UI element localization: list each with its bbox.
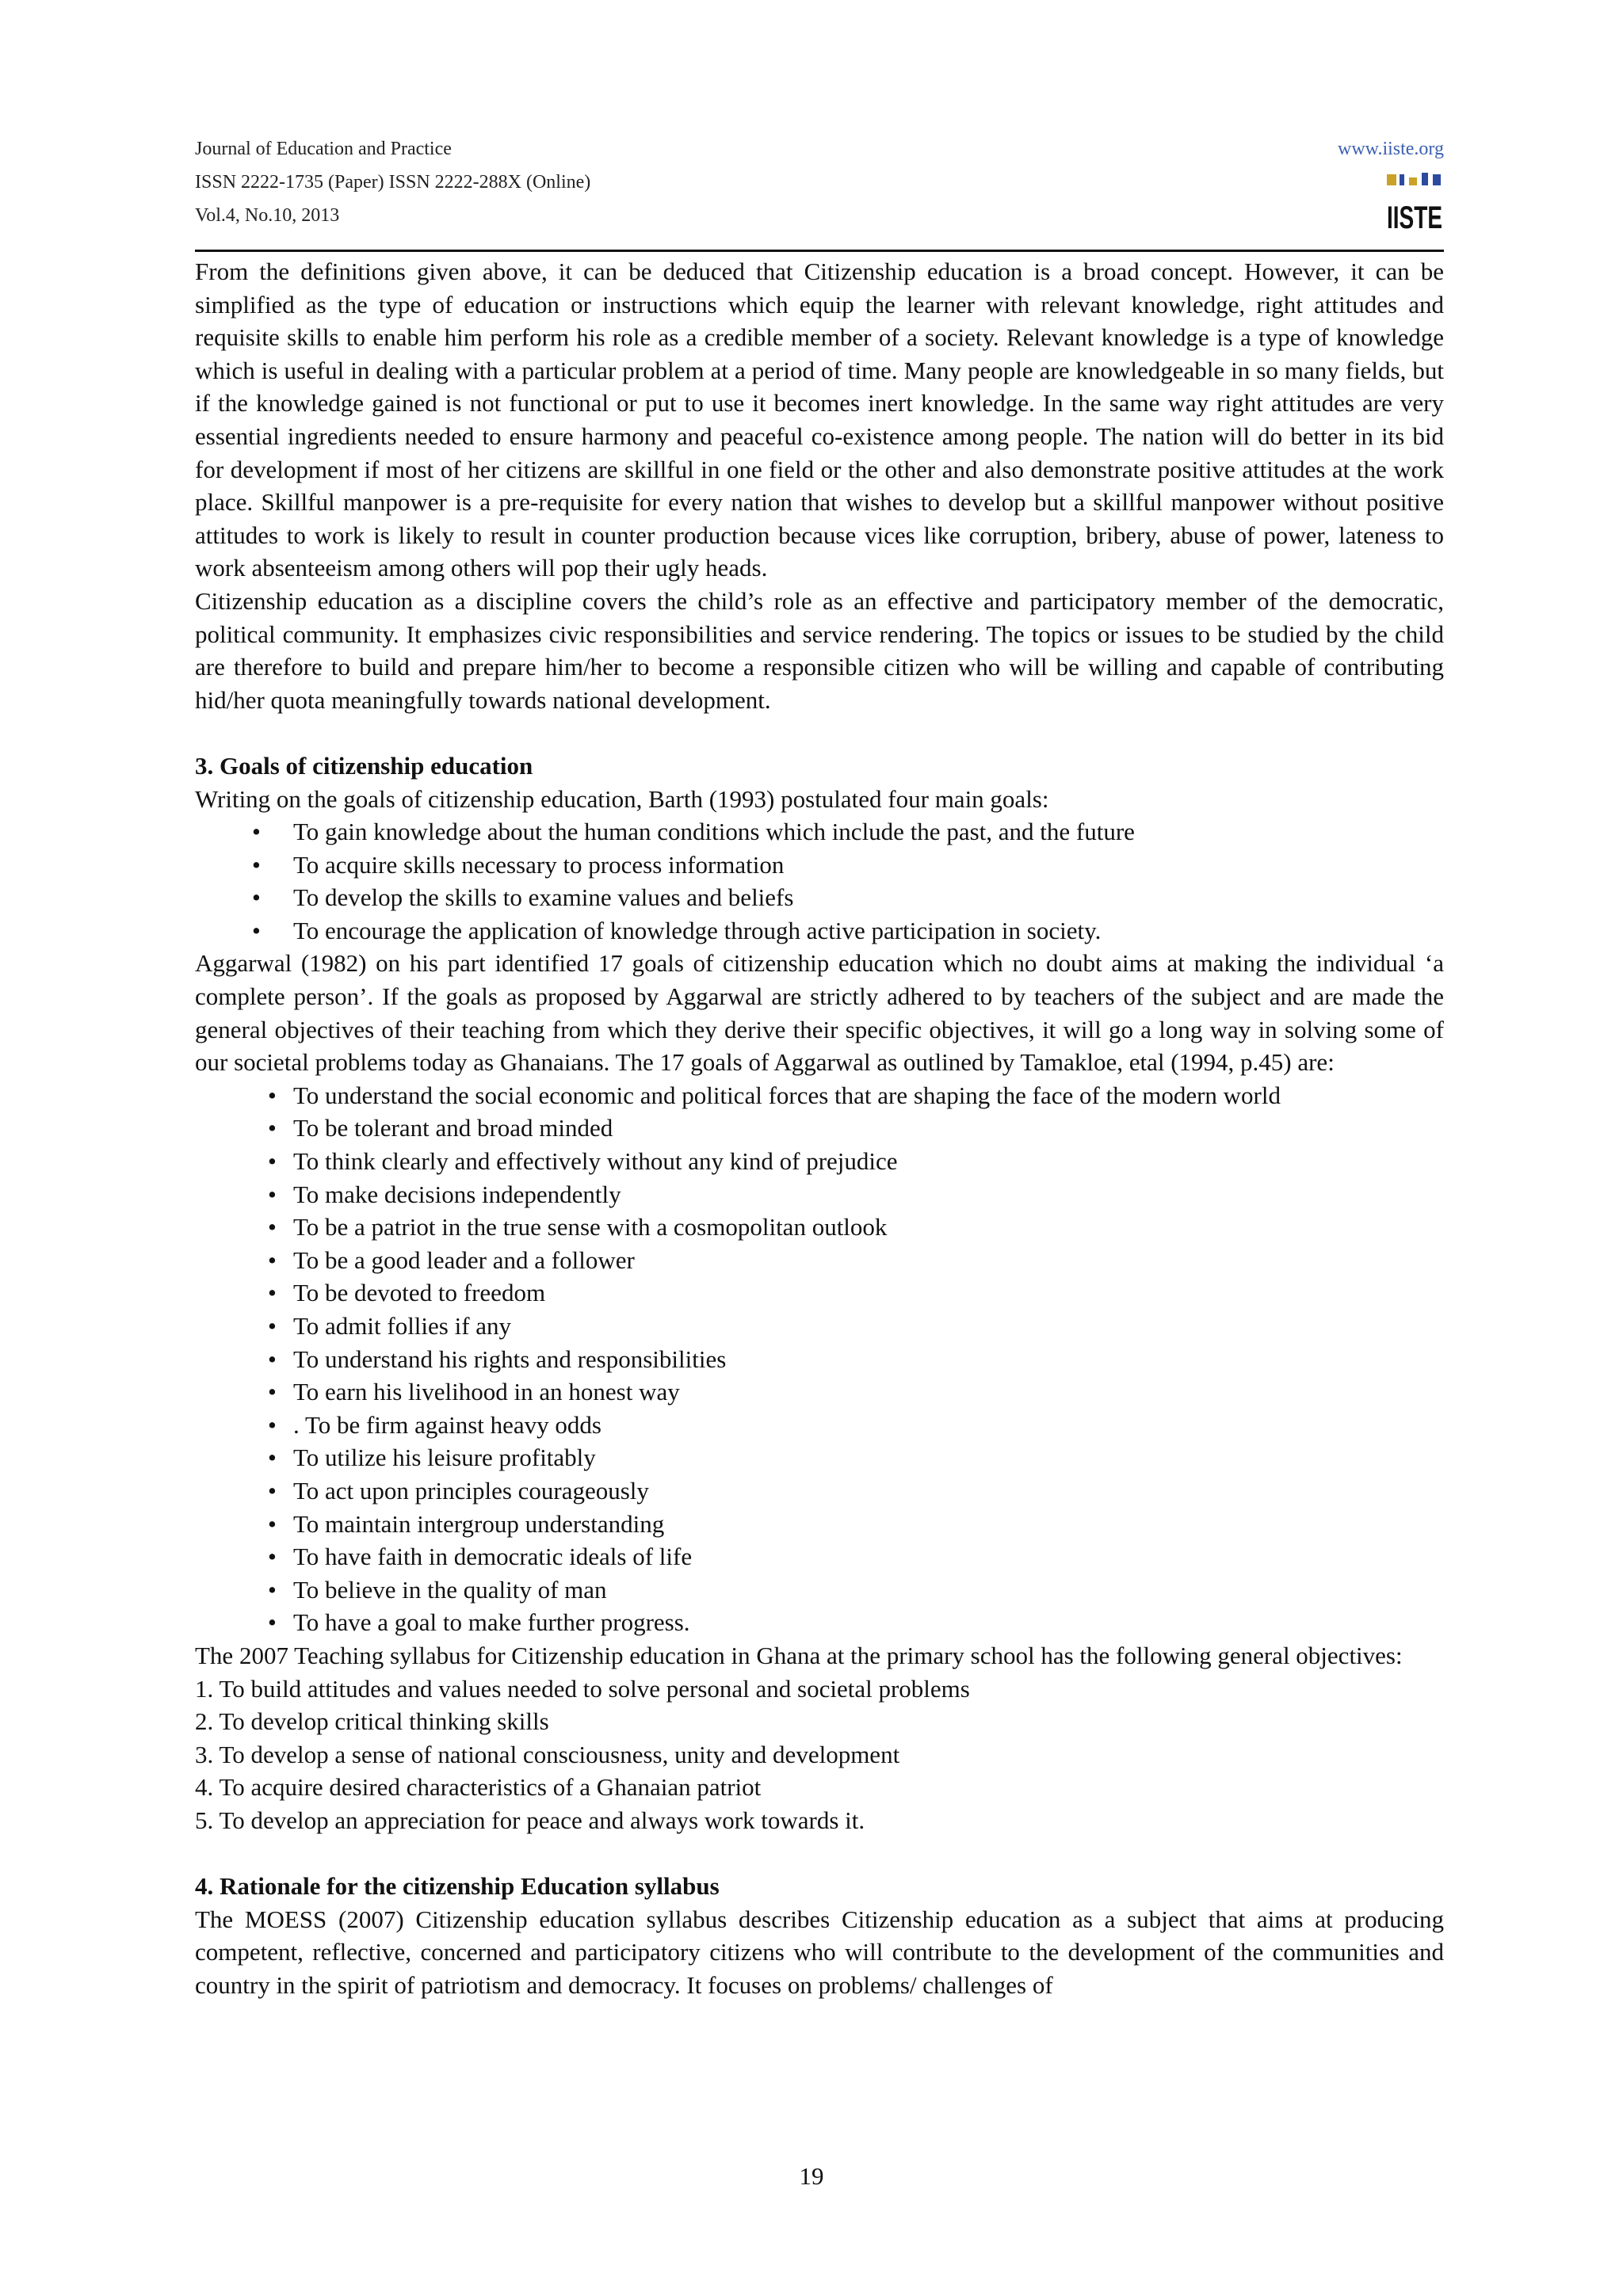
list-item: • To have a goal to make further progress. xyxy=(195,1606,1444,1639)
list-item: • To develop the skills to examine values and beliefs xyxy=(195,881,1444,914)
bullet-icon: • xyxy=(268,1444,277,1472)
list-item: • To encourage the application of knowledge through active participation in society. xyxy=(195,914,1444,948)
bullet-icon: • xyxy=(252,883,261,912)
list-item: • To be a good leader and a follower xyxy=(195,1244,1444,1277)
volume-line: Vol.4, No.10, 2013 xyxy=(195,205,340,226)
list-item: • To gain knowledge about the human conditions which include the past, and the future xyxy=(195,815,1444,849)
section-3-lead: Writing on the goals of citizenship education, Barth (1993) postulated four main goals: xyxy=(195,784,1049,813)
bullet-icon: • xyxy=(268,1476,277,1505)
list-item: • To earn his livelihood in an honest way xyxy=(195,1375,1444,1409)
list-item: 3. To develop a sense of national consciousness, unity and development xyxy=(195,1740,900,1768)
bullet-icon: • xyxy=(268,1213,277,1241)
bullet-icon: • xyxy=(268,1608,277,1637)
list-item: • To make decisions independently xyxy=(195,1178,1444,1211)
list-item: • To believe in the quality of man xyxy=(195,1573,1444,1607)
journal-title: Journal of Education and Practice xyxy=(195,139,452,159)
bullet-icon: • xyxy=(268,1180,277,1208)
syllabus-objectives-list xyxy=(195,1672,1444,1837)
bullet-icon: • xyxy=(268,1114,277,1142)
bullet-icon: • xyxy=(268,1344,277,1373)
bullet-icon: • xyxy=(268,1147,277,1176)
list-item: 1. To build attitudes and values needed to solve personal and societal problems xyxy=(195,1674,970,1703)
list-item: • To admit follies if any xyxy=(195,1310,1444,1343)
bullet-icon: • xyxy=(268,1509,277,1538)
list-item: 4. To acquire desired characteristics of a Ghanaian patriot xyxy=(195,1773,762,1802)
list-item: • To maintain intergroup understanding xyxy=(195,1508,1444,1541)
list-item: • To be a patriot in the true sense with a cosmopolitan outlook xyxy=(195,1211,1444,1244)
section-3-heading: 3. Goals of citizenship education xyxy=(195,751,533,780)
page-header xyxy=(195,135,1444,247)
iiste-logo-icon xyxy=(1385,171,1444,233)
logo-text: IISTE xyxy=(1387,200,1442,235)
list-item: • To act upon principles courageously xyxy=(195,1474,1444,1508)
list-item: • . To be firm against heavy odds xyxy=(195,1409,1444,1442)
list-item: • To think clearly and effectively without any kind of prejudice xyxy=(195,1145,1444,1178)
list-item: 5. To develop an appreciation for peace and always work towards it. xyxy=(195,1806,865,1834)
intro-paragraph-2: Citizenship education as a discipline covers the child’s role as an effective and participatory member of the democratic, political community. It emphasizes civic responsibilities and service rendering. The topics or issues to be studied by the child are therefore to build and prepare him/her to become a responsible citizen who will be willing and capable of contributing hid/her quota meaningfully towards national development. xyxy=(195,586,1444,714)
bullet-icon: • xyxy=(268,1543,277,1571)
header-rule xyxy=(195,250,1444,252)
issn-line: ISSN 2222-1735 (Paper) ISSN 2222-288X (Online) xyxy=(195,172,591,193)
section-4-paragraph: The MOESS (2007) Citizenship education syllabus describes Citizenship education as a subject that aims at producing competent, reflective, concerned and participatory citizens who will contribute to the development of the communities and country in the spirit of patriotism and democracy. It focuses on problems/ challenges of xyxy=(195,1905,1444,1999)
aggarwal-paragraph: Aggarwal (1982) on his part identified 17 goals of citizenship education which no doubt aims at making the individual ‘a complete person’. If the goals as proposed by Aggarwal are strictly adhered to by teachers of the subject and are made the general objectives of their teaching from which they derive their specific objectives, it will go a long way in solving some of our societal problems today as Ghanaians. The 17 goals of Aggarwal as outlined by Tamakloe, etal (1994, p.45) are: xyxy=(195,949,1444,1077)
list-item: • To have faith in democratic ideals of life xyxy=(195,1540,1444,1573)
syllabus-paragraph: The 2007 Teaching syllabus for Citizenship education in Ghana at the primary school has the following general objectives: xyxy=(195,1641,1403,1669)
aggarwal-goals-list xyxy=(195,1079,1444,1639)
page-number: 19 xyxy=(799,2162,824,2190)
bullet-icon: • xyxy=(268,1378,277,1406)
bullet-icon: • xyxy=(268,1312,277,1340)
list-item: • To acquire skills necessary to process information xyxy=(195,849,1444,882)
bullet-icon: • xyxy=(252,916,261,944)
list-item: • To be devoted to freedom xyxy=(195,1276,1444,1310)
bullet-icon: • xyxy=(268,1081,277,1109)
list-item: • To be tolerant and broad minded xyxy=(195,1112,1444,1145)
article-body xyxy=(195,255,1444,2001)
list-item: 2. To develop critical thinking skills xyxy=(195,1707,549,1736)
bullet-icon: • xyxy=(268,1410,277,1439)
bullet-icon: • xyxy=(252,850,261,879)
bullet-icon: • xyxy=(268,1279,277,1307)
bullet-icon: • xyxy=(268,1575,277,1604)
barth-goals-list xyxy=(195,815,1444,947)
website-link[interactable]: www.iiste.org xyxy=(1338,139,1444,159)
bullet-icon: • xyxy=(268,1245,277,1274)
section-4-heading: 4. Rationale for the citizenship Education syllabus xyxy=(195,1872,720,1901)
intro-paragraph-1: From the definitions given above, it can be deduced that Citizenship education is a broad concept. However, it can be simplified as the type of education or instructions which equip the learner with relevant knowledge, right attitudes and requisite skills to enable him perform his role as a credible member of a society. Relevant knowledge is a type of knowledge which is useful in dealing with a particular problem at a period of time. Many people are knowledgeable in so many fields, but if the knowledge gained is not functional or put to use it becomes inert knowledge. In the same way right attitudes are very essential ingredients needed to ensure harmony and peaceful co-existence among people. The nation will do better in its bid for development if most of her citizens are skillful in one field or the other and also demonstrate positive attitudes at the work place. Skillful manpower is a pre-requisite for every nation that wishes to develop but a skillful manpower without positive attitudes to work is likely to result in counter production because vices like corruption, bribery, abuse of power, lateness to work absenteeism among others will pop their ugly heads. xyxy=(195,257,1444,582)
list-item: • To understand the social economic and political forces that are shaping the face of the modern world xyxy=(195,1079,1444,1112)
list-item: • To understand his rights and responsibilities xyxy=(195,1343,1444,1376)
bullet-icon: • xyxy=(252,818,261,846)
list-item: • To utilize his leisure profitably xyxy=(195,1441,1444,1474)
